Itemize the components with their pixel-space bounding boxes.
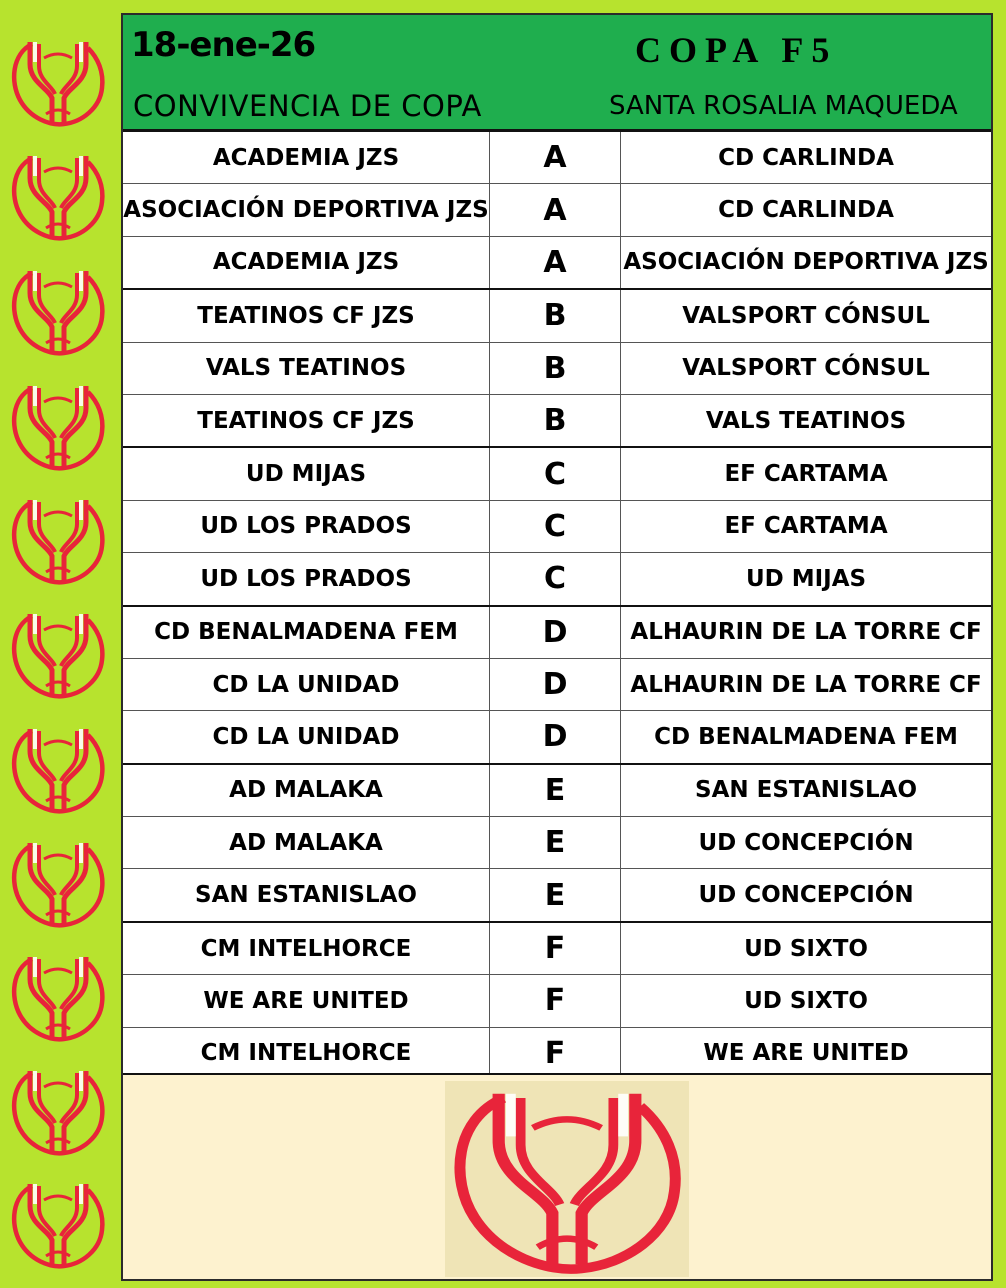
away-team-cell: VALSPORT CÓNSUL <box>621 289 991 342</box>
venue-name: SANTA ROSALIA MAQUEDA <box>609 91 958 121</box>
group-cell: C <box>489 553 620 606</box>
group-cell: B <box>489 289 620 342</box>
match-row <box>123 132 991 184</box>
home-team-cell: VALS TEATINOS <box>123 342 489 394</box>
away-team-cell: VALSPORT CÓNSUL <box>621 342 991 394</box>
match-row <box>123 869 991 922</box>
group-cell: A <box>489 184 620 236</box>
home-team-cell: CM INTELHORCE <box>123 1027 489 1080</box>
group-cell: F <box>489 975 620 1027</box>
header-banner <box>123 15 991 132</box>
match-row <box>123 500 991 552</box>
match-row <box>123 817 991 869</box>
trophy-icon <box>8 494 108 586</box>
group-cell: A <box>489 132 620 184</box>
away-team-cell: UD SIXTO <box>621 922 991 975</box>
home-team-cell: UD MIJAS <box>123 447 489 500</box>
group-cell: F <box>489 1027 620 1080</box>
event-date: 18-ene-26 <box>131 25 316 65</box>
away-team-cell: EF CARTAMA <box>621 447 991 500</box>
group-cell: D <box>489 711 620 764</box>
away-team-cell: EF CARTAMA <box>621 500 991 552</box>
trophy-icon <box>8 1178 108 1270</box>
match-row <box>123 764 991 817</box>
home-team-cell: TEATINOS CF JZS <box>123 289 489 342</box>
matches-table <box>123 132 991 1081</box>
trophy-icon <box>8 723 108 815</box>
group-cell: C <box>489 500 620 552</box>
footer-panel <box>123 1073 991 1279</box>
away-team-cell: WE ARE UNITED <box>621 1027 991 1080</box>
home-team-cell: UD LOS PRADOS <box>123 553 489 606</box>
match-row <box>123 975 991 1027</box>
match-row <box>123 922 991 975</box>
trophy-icon <box>8 951 108 1043</box>
group-cell: F <box>489 922 620 975</box>
trophy-icon <box>8 837 108 929</box>
event-subtitle: CONVIVENCIA DE COPA <box>133 89 482 123</box>
match-row <box>123 394 991 447</box>
match-row <box>123 711 991 764</box>
group-cell: D <box>489 658 620 710</box>
home-team-cell: AD MALAKA <box>123 764 489 817</box>
trophy-icon <box>8 36 108 128</box>
group-cell: E <box>489 869 620 922</box>
away-team-cell: CD BENALMADENA FEM <box>621 711 991 764</box>
match-row <box>123 236 991 289</box>
away-team-cell: UD MIJAS <box>621 553 991 606</box>
away-team-cell: UD CONCEPCIÓN <box>621 869 991 922</box>
away-team-cell: VALS TEATINOS <box>621 394 991 447</box>
home-team-cell: WE ARE UNITED <box>123 975 489 1027</box>
trophy-icon <box>8 1065 108 1157</box>
away-team-cell: ALHAURIN DE LA TORRE CF <box>621 606 991 659</box>
away-team-cell: ASOCIACIÓN DEPORTIVA JZS <box>621 236 991 289</box>
group-cell: B <box>489 394 620 447</box>
away-team-cell: CD CARLINDA <box>621 184 991 236</box>
group-cell: E <box>489 817 620 869</box>
trophy-icon <box>8 380 108 472</box>
home-team-cell: ACADEMIA JZS <box>123 236 489 289</box>
trophy-logo-sidebar <box>0 0 120 1288</box>
match-row <box>123 553 991 606</box>
home-team-cell: ASOCIACIÓN DEPORTIVA JZS <box>123 184 489 236</box>
group-cell: E <box>489 764 620 817</box>
group-cell: D <box>489 606 620 659</box>
away-team-cell: SAN ESTANISLAO <box>621 764 991 817</box>
trophy-logo <box>445 1081 689 1277</box>
match-row <box>123 658 991 710</box>
trophy-icon <box>8 608 108 700</box>
home-team-cell: CM INTELHORCE <box>123 922 489 975</box>
home-team-cell: AD MALAKA <box>123 817 489 869</box>
group-cell: C <box>489 447 620 500</box>
away-team-cell: CD CARLINDA <box>621 132 991 184</box>
match-row <box>123 289 991 342</box>
home-team-cell: UD LOS PRADOS <box>123 500 489 552</box>
match-row <box>123 184 991 236</box>
group-cell: B <box>489 342 620 394</box>
home-team-cell: CD BENALMADENA FEM <box>123 606 489 659</box>
trophy-icon <box>8 150 108 242</box>
home-team-cell: TEATINOS CF JZS <box>123 394 489 447</box>
match-schedule-sheet <box>121 13 993 1281</box>
away-team-cell: UD SIXTO <box>621 975 991 1027</box>
home-team-cell: ACADEMIA JZS <box>123 132 489 184</box>
home-team-cell: CD LA UNIDAD <box>123 711 489 764</box>
match-row <box>123 447 991 500</box>
home-team-cell: CD LA UNIDAD <box>123 658 489 710</box>
trophy-icon <box>445 1081 689 1277</box>
away-team-cell: UD CONCEPCIÓN <box>621 817 991 869</box>
home-team-cell: SAN ESTANISLAO <box>123 869 489 922</box>
competition-title: COPA F5 <box>635 30 838 70</box>
match-row <box>123 606 991 659</box>
match-row <box>123 342 991 394</box>
trophy-icon <box>8 265 108 357</box>
away-team-cell: ALHAURIN DE LA TORRE CF <box>621 658 991 710</box>
group-cell: A <box>489 236 620 289</box>
